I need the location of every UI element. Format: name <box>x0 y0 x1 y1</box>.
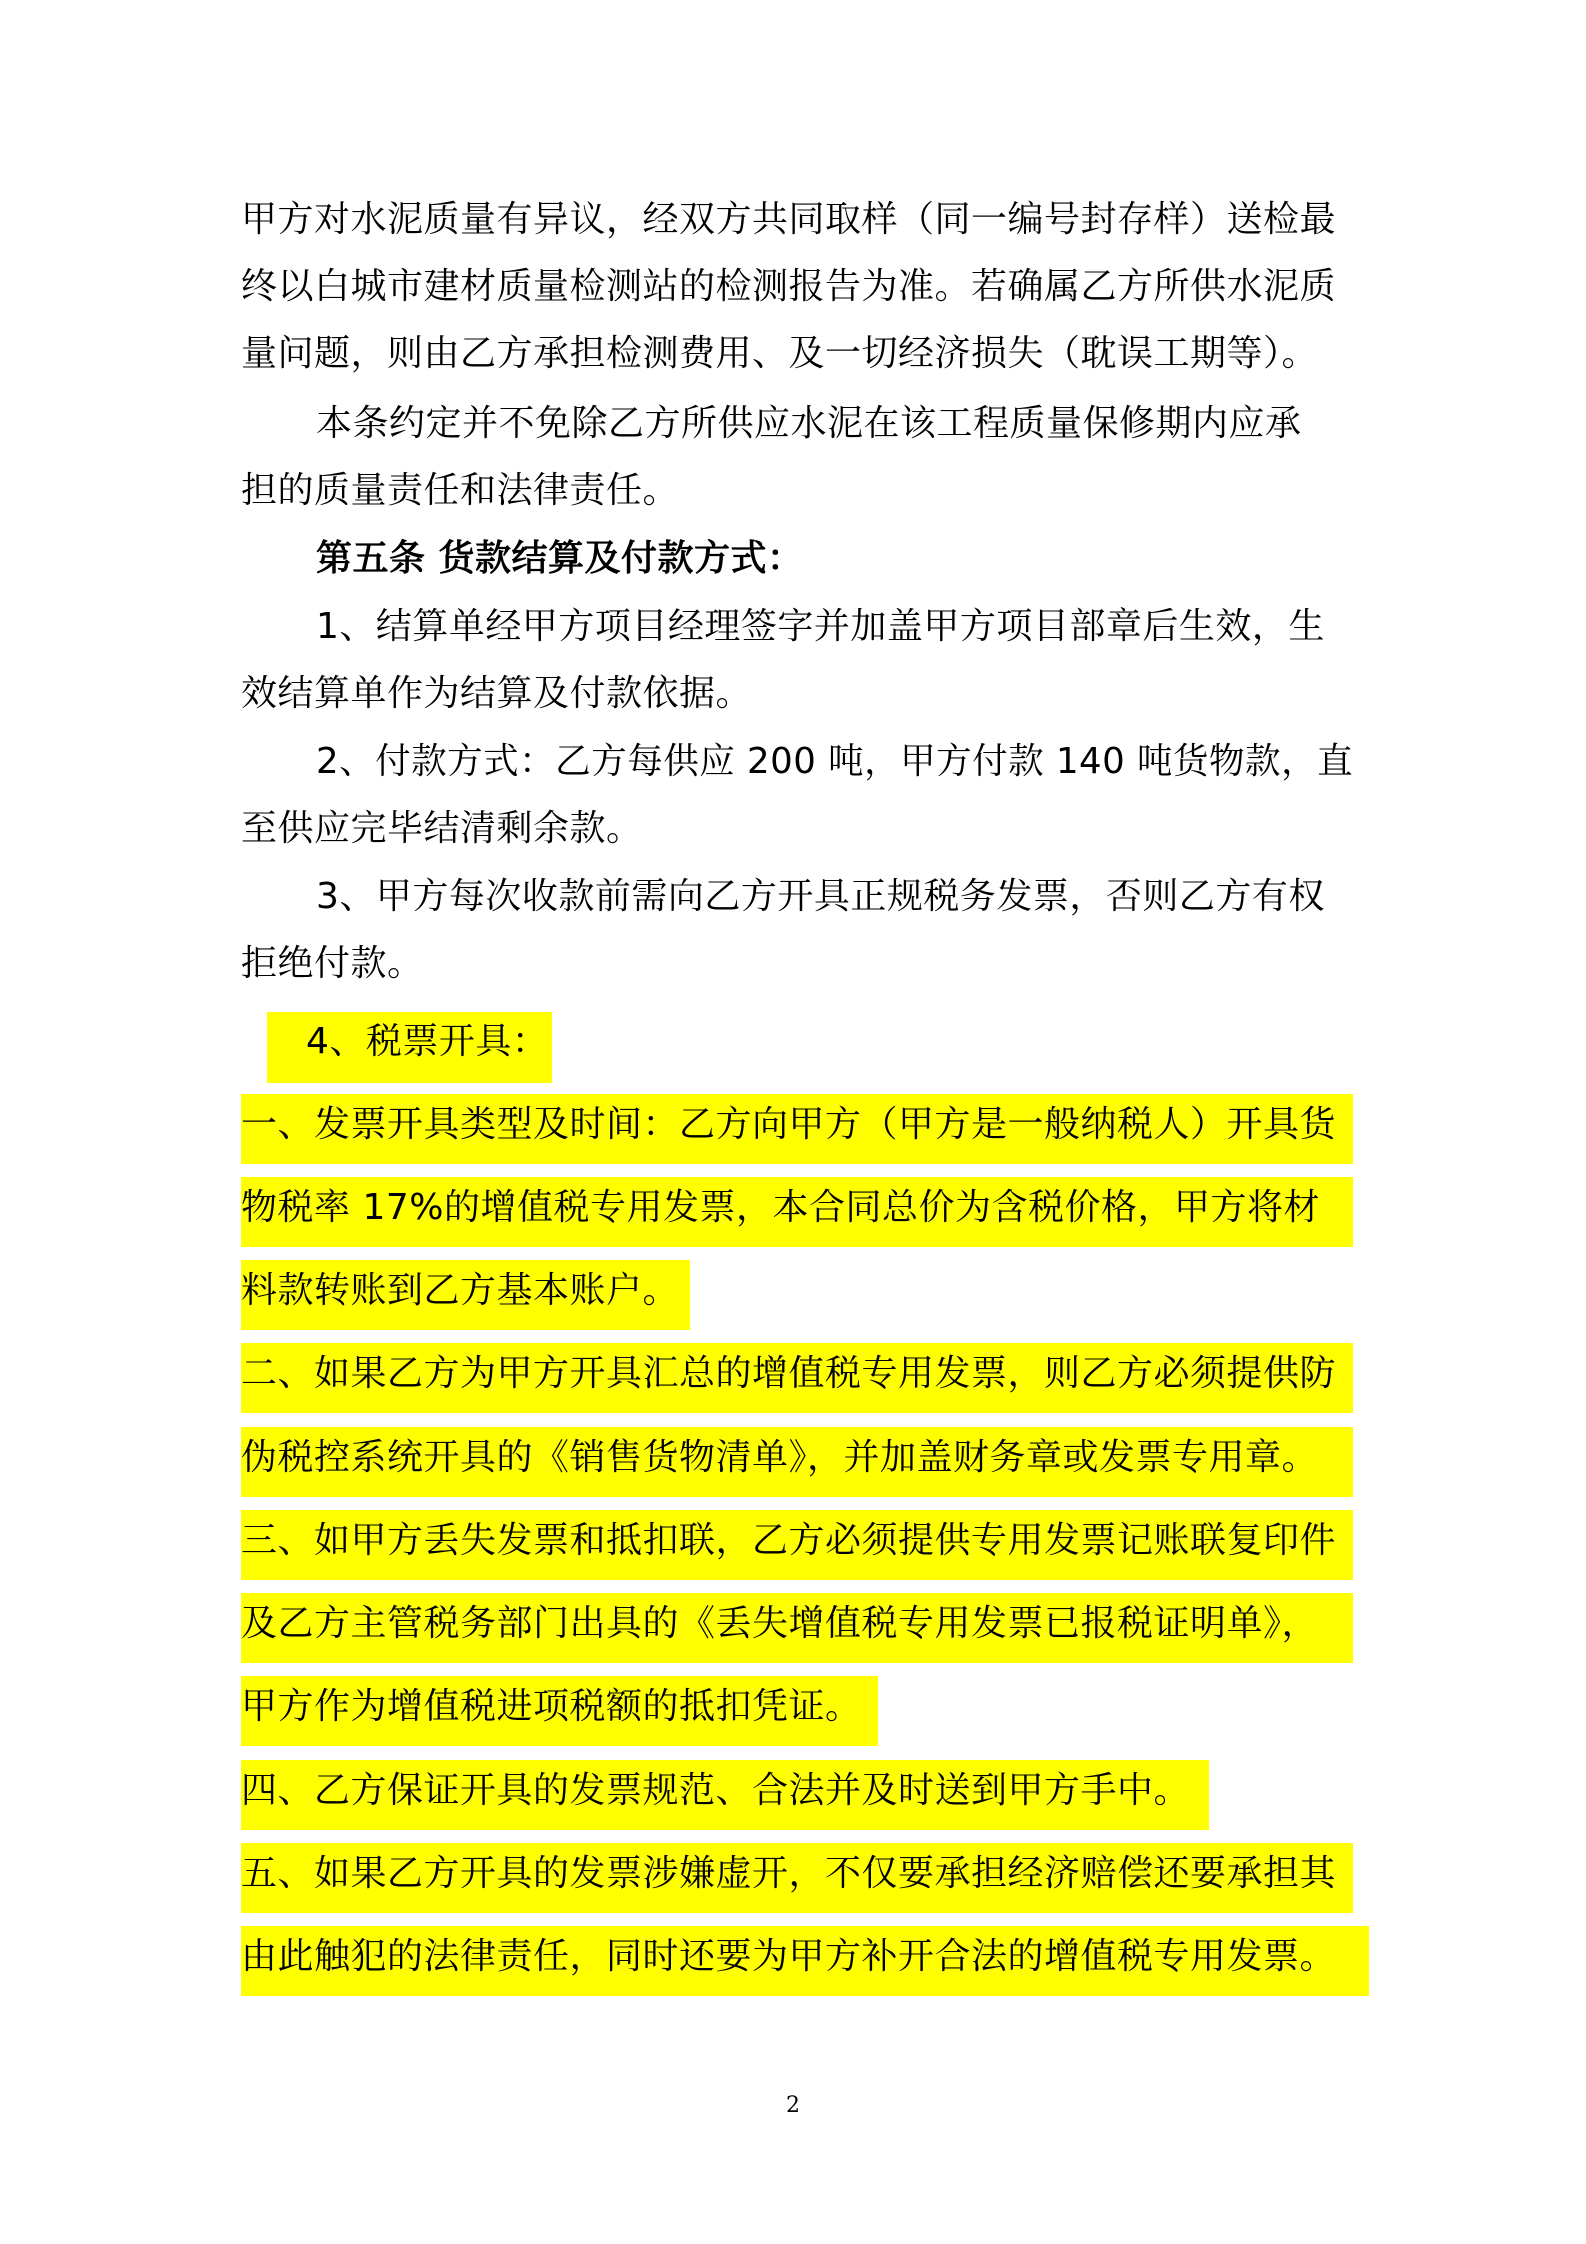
highlighted-line: 及乙方主管税务部门出具的《丢失增值税专用发票已报税证明单》， <box>241 1603 1319 1644</box>
paragraph-line: 2、付款方式：乙方每供应 200 吨，甲方付款 140 吨货物款，直 <box>316 741 1354 782</box>
highlighted-line: 由此触犯的法律责任，同时还要为甲方补开合法的增值税专用发票。 <box>241 1936 1337 1977</box>
page-number: 2 <box>786 2093 800 2118</box>
highlighted-heading: 4、税票开具： <box>306 1021 549 1062</box>
highlighted-line: 伪税控系统开具的《销售货物清单》，并加盖财务章或发票专用章。 <box>241 1437 1319 1478</box>
highlighted-line: 五、如果乙方开具的发票涉嫌虚开，不仅要承担经济赔偿还要承担其 <box>241 1853 1337 1894</box>
highlighted-line: 一、发票开具类型及时间：乙方向甲方（甲方是一般纳税人）开具货 <box>241 1104 1337 1145</box>
paragraph-line: 效结算单作为结算及付款依据。 <box>241 673 753 714</box>
paragraph-line: 至供应完毕结清剩余款。 <box>241 808 643 849</box>
highlighted-line: 四、乙方保证开具的发票规范、合法并及时送到甲方手中。 <box>241 1770 1191 1811</box>
highlighted-line: 料款转账到乙方基本账户。 <box>241 1270 680 1311</box>
paragraph-line: 量问题，则由乙方承担检测费用、及一切经济损失（耽误工期等）。 <box>241 333 1319 374</box>
paragraph-line: 本条约定并不免除乙方所供应水泥在该工程质量保修期内应承 <box>316 403 1302 444</box>
paragraph-line: 终以白城市建材质量检测站的检测报告为准。若确属乙方所供水泥质 <box>241 266 1337 307</box>
paragraph-line: 1、结算单经甲方项目经理签字并加盖甲方项目部章后生效，生 <box>316 606 1325 647</box>
highlighted-line: 物税率 17%的增值税专用发票，本合同总价为含税价格，甲方将材 <box>241 1187 1320 1228</box>
highlighted-line: 二、如果乙方为甲方开具汇总的增值税专用发票，则乙方必须提供防 <box>241 1353 1337 1394</box>
paragraph-line: 拒绝付款。 <box>241 943 424 984</box>
highlighted-line: 甲方作为增值税进项税额的抵扣凭证。 <box>241 1686 862 1727</box>
highlighted-line: 三、如甲方丢失发票和抵扣联，乙方必须提供专用发票记账联复印件 <box>241 1520 1337 1561</box>
section-heading: 第五条 货款结算及付款方式： <box>316 538 804 579</box>
paragraph-line: 3、甲方每次收款前需向乙方开具正规税务发票，否则乙方有权 <box>316 876 1325 917</box>
paragraph-line: 甲方对水泥质量有异议，经双方共同取样（同一编号封存样）送检最 <box>241 199 1337 240</box>
paragraph-line: 担的质量责任和法律责任。 <box>241 470 680 511</box>
